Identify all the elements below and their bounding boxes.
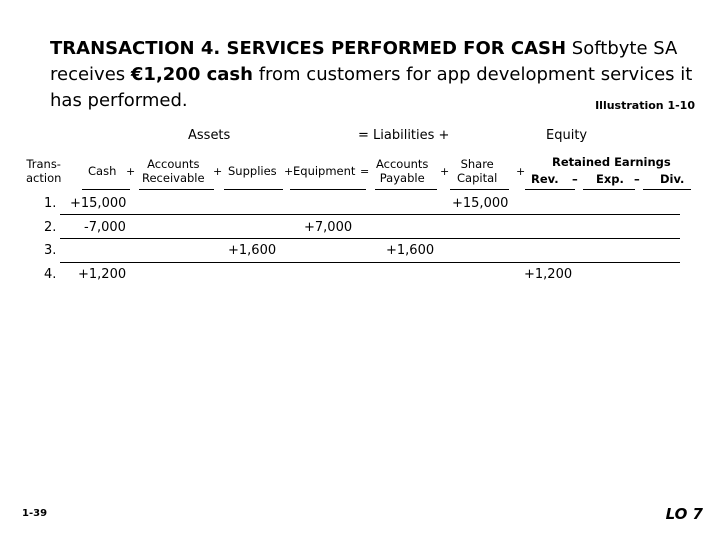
- dividends-column-header: Div.: [660, 172, 685, 186]
- transaction-column-header: Trans- action: [26, 157, 62, 185]
- header-underline: [450, 189, 509, 190]
- header-underline: [643, 189, 691, 190]
- equipment-column-header: Equipment: [293, 164, 356, 178]
- row-divider: [60, 214, 680, 215]
- equity-heading: Equity: [546, 128, 588, 143]
- row-label: 3.: [44, 243, 57, 258]
- share-capital-column-header: Share Capital: [457, 157, 498, 185]
- slide-number: 1-39: [22, 508, 48, 519]
- row-label: 4.: [44, 267, 57, 282]
- share-capital-cell: +15,000: [452, 196, 509, 211]
- accounts-payable-cell: +1,600: [386, 243, 435, 258]
- title-text-part2: from customers for app development services it has performed.: [50, 64, 693, 111]
- header-underline: [290, 189, 366, 190]
- plus-operator: +: [213, 165, 223, 178]
- minus-operator: –: [634, 172, 640, 186]
- revenue-cell: +1,200: [524, 267, 573, 282]
- header-underline: [525, 189, 575, 190]
- supplies-column-header: Supplies: [228, 164, 277, 178]
- header-underline: [375, 189, 437, 190]
- plus-operator: +: [440, 165, 450, 178]
- row-divider: [60, 238, 680, 239]
- supplies-cell: +1,600: [228, 243, 277, 258]
- equals-operator: =: [360, 165, 370, 178]
- cash-cell: -7,000: [84, 220, 126, 235]
- plus-operator: +: [284, 165, 294, 178]
- transaction-heading: TRANSACTION 4. SERVICES PERFORMED FOR CASH: [50, 38, 567, 59]
- row-divider: [60, 262, 680, 263]
- accounts-payable-column-header: Accounts Payable: [376, 157, 429, 185]
- row-label: 2.: [44, 220, 57, 235]
- assets-heading: Assets: [188, 128, 231, 143]
- cash-cell: +15,000: [70, 196, 127, 211]
- liabilities-heading: = Liabilities +: [358, 128, 450, 143]
- revenue-column-header: Rev.: [531, 172, 559, 186]
- minus-operator: –: [572, 172, 578, 186]
- header-underline: [82, 189, 130, 190]
- expense-column-header: Exp.: [596, 172, 624, 186]
- plus-operator: +: [126, 165, 136, 178]
- title-text-part1: Softbyte SA receives: [50, 38, 678, 85]
- equipment-cell: +7,000: [304, 220, 353, 235]
- header-underline: [224, 189, 283, 190]
- cash-column-header: Cash: [88, 164, 117, 178]
- row-label: 1.: [44, 196, 57, 211]
- accounts-receivable-column-header: Accounts Receivable: [142, 157, 205, 185]
- learning-objective-label: LO 7: [665, 505, 703, 523]
- header-underline: [583, 189, 635, 190]
- plus-operator: +: [516, 165, 526, 178]
- illustration-label: Illustration 1-10: [595, 99, 695, 112]
- title-amount: €1,200 cash: [130, 64, 253, 85]
- cash-cell: +1,200: [78, 267, 127, 282]
- header-underline: [139, 189, 214, 190]
- retained-earnings-header: Retained Earnings: [552, 155, 671, 169]
